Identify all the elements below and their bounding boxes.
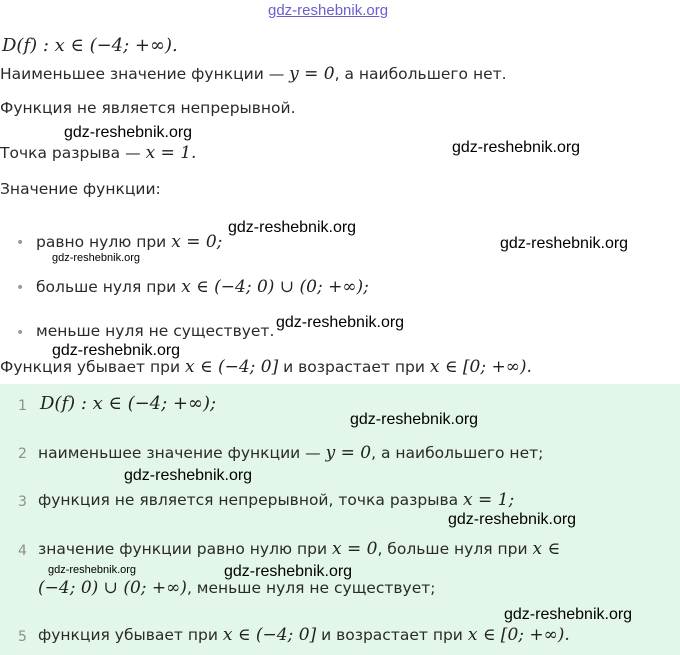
min-value-math: y = 0 — [289, 64, 335, 84]
bullet-text: меньше нуля не существует. — [36, 322, 275, 340]
answer-number: 1 — [18, 398, 27, 414]
watermark: gdz-reshebnik.org — [350, 411, 479, 428]
bullet-math: x ∈ (−4; 0) ∪ (0; +∞); — [181, 277, 369, 297]
monotonic-math: x ∈ [0; +∞). — [429, 357, 532, 377]
bullet-dot-icon: • — [16, 325, 25, 341]
answer-text: функция убывает при — [38, 626, 218, 644]
min-value-tail: , а наибольшего нет. — [334, 65, 507, 83]
answer-text: , больше нуля при — [377, 540, 528, 558]
answer-text: , а наибольшего нет; — [371, 444, 544, 462]
break-point-math: x = 1. — [145, 143, 197, 163]
watermark: gdz-reshebnik.org — [64, 124, 193, 141]
answer-math: x ∈ (−4; 0] — [222, 625, 317, 645]
watermark: gdz-reshebnik.org — [52, 342, 181, 359]
watermark-top[interactable]: gdz-reshebnik.org — [268, 2, 389, 19]
answer-math: x ∈ [0; +∞). — [467, 625, 570, 645]
break-point-text: Точка разрыва — — [0, 144, 141, 162]
min-value-text: Наименьшее значение функции — — [0, 65, 285, 83]
answer-item-continued — [38, 578, 436, 598]
bullet-math: x = 0; — [171, 232, 223, 252]
bullet-item — [36, 277, 369, 297]
answer-math: (−4; 0) ∪ (0; +∞) — [38, 578, 187, 598]
watermark: gdz-reshebnik.org — [228, 219, 357, 236]
monotonic-line — [0, 357, 532, 377]
monotonic-text: и возрастает при — [283, 358, 425, 376]
answer-item — [38, 625, 570, 645]
watermark: gdz-reshebnik.org — [224, 563, 353, 580]
watermark: gdz-reshebnik.org — [452, 139, 581, 156]
watermark: gdz-reshebnik.org — [448, 511, 577, 528]
answer-number: 5 — [18, 629, 27, 645]
bullet-item — [36, 322, 274, 340]
watermark: gdz-reshebnik.org — [48, 564, 137, 576]
values-heading: Значение функции: — [0, 180, 161, 198]
watermark: gdz-reshebnik.org — [500, 235, 629, 252]
min-value-line — [0, 64, 507, 84]
watermark: gdz-reshebnik.org — [276, 314, 405, 331]
break-point-line — [0, 143, 196, 163]
answer-math: x ∈ — [532, 539, 561, 559]
watermark: gdz-reshebnik.org — [124, 467, 253, 484]
answer-number: 3 — [18, 494, 27, 510]
answer-item — [38, 443, 543, 463]
monotonic-text: Функция убывает при — [0, 358, 181, 376]
watermark: gdz-reshebnik.org — [52, 252, 141, 264]
answer-math: x = 1; — [463, 490, 515, 510]
answer-number: 2 — [18, 446, 27, 462]
bullet-text: равно нулю при — [36, 233, 167, 251]
answer-number: 4 — [18, 543, 27, 559]
answer-text: , меньше нуля не существует; — [186, 579, 436, 597]
watermark: gdz-reshebnik.org — [504, 606, 633, 623]
answer-item — [38, 539, 560, 559]
answer-text: функция не является непрерывной, точка разрыва — [38, 491, 459, 509]
answer-item — [38, 490, 514, 510]
answer-math: x = 0 — [331, 539, 378, 559]
bullet-dot-icon: • — [16, 280, 25, 296]
bullet-item — [36, 232, 222, 252]
monotonic-math: x ∈ (−4; 0] — [184, 357, 279, 377]
bullet-dot-icon: • — [16, 235, 25, 251]
answer-math: y = 0 — [325, 443, 372, 463]
answer-text: значение функции равно нулю при — [38, 540, 328, 558]
answer-text: наименьшее значение функции — — [38, 444, 321, 462]
bullet-text: больше нуля при — [36, 278, 177, 296]
continuity-line: Функция не является непрерывной. — [0, 99, 296, 117]
answer-text: и возрастает при — [321, 626, 463, 644]
answer-item: D(f) : x ∈ (−4; +∞); — [40, 393, 217, 414]
domain-line: D(f) : x ∈ (−4; +∞). — [2, 35, 178, 56]
